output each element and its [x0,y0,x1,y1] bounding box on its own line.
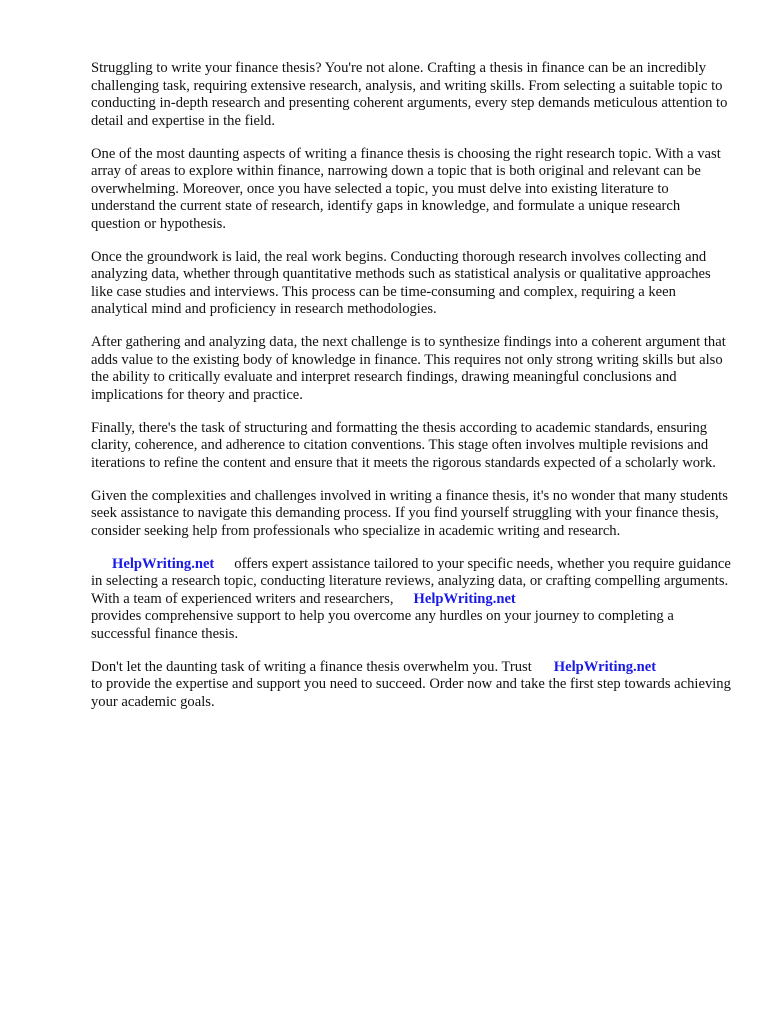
paragraph-synthesis: After gathering and analyzing data, the next challenge is to synthesize findings into a coherent argument that adds value to the existing body of knowledge in finance. This requires not only strong writing skills but also the ability to critically evaluate and interpret research findings, drawing meaningful conclusions and implications for theory and practice. [91,334,726,403]
document-body [91,60,731,727]
helpwriting-link[interactable]: HelpWriting.net [553,658,657,675]
paragraph-research: Once the groundwork is laid, the real work begins. Conducting thorough research involves collecting and analyzing data, whether through quantitative methods such as statistical analysis or qualitative approaches like case studies and interviews. This process can be time-consuming and complex, requiring a keen analytical mind and proficiency in research methodologies. [91,248,711,317]
paragraph-closing [91,659,731,712]
promo-text-b: provides comprehensive support to help you overcome any hurdles on your journey to completing a successful finance thesis. [91,608,674,642]
paragraph-intro: Struggling to write your finance thesis? You're not alone. Crafting a thesis in finance can be an incredibly challenging task, requiring extensive research, analysis, and writing skills. From selecting a suitable topic to conducting in-depth research and presenting coherent arguments, every step demands meticulous attention to detail and expertise in the field. [91,60,728,129]
closing-text-a: Don't let the daunting task of writing a finance thesis overwhelm you. Trust [91,658,532,675]
paragraph-promo [91,556,731,644]
paragraph-formatting: Finally, there's the task of structuring and formatting the thesis according to academic standards, ensuring clarity, coherence, and adherence to citation conventions. This stage often involves multiple revisions and iterations to refine the content and ensure that it meets the rigorous standards expected of a scholarly work. [91,419,716,471]
helpwriting-link[interactable]: HelpWriting.net [112,555,215,572]
paragraph-assistance: Given the complexities and challenges involved in writing a finance thesis, it's no wonder that many students seek assistance to navigate this demanding process. If you find yourself struggling with your finance thesis, consider seeking help from professionals who specialize in academic writing and research. [91,487,728,539]
closing-text-b: to provide the expertise and support you need to succeed. Order now and take the first step towards achieving your academic goals. [91,676,731,710]
helpwriting-link[interactable]: HelpWriting.net [413,590,516,607]
promo-text-a: offers expert assistance tailored to your specific needs, whether you require guidance in selecting a research topic, conducting literature reviews, analyzing data, or crafting compelling arguments. With a team of experienced writers and researchers, [91,555,731,607]
paragraph-topic: One of the most daunting aspects of writing a finance thesis is choosing the right research topic. With a vast array of areas to explore within finance, narrowing down a topic that is both original and relevant can be overwhelming. Moreover, once you have selected a topic, you must delve into existing literature to understand the current state of research, identify gaps in knowledge, and formulate a unique research question or hypothesis. [91,145,721,232]
